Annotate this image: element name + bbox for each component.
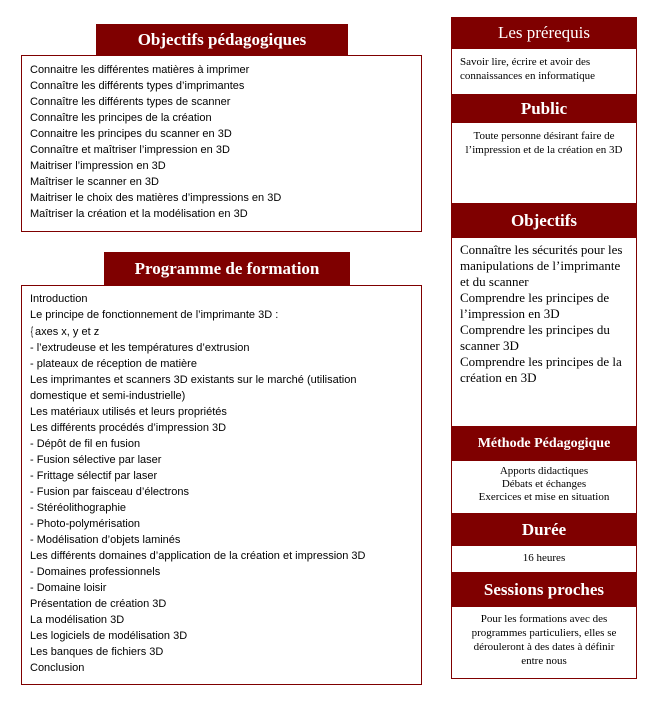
list-item: - Domaines professionnels (30, 566, 161, 578)
list-item: - Frittage sélectif par laser (30, 470, 158, 482)
objectifs-pedagogiques-list (30, 62, 421, 222)
list-item: Maîtriser le scanner en 3D (30, 176, 159, 188)
list-item: Les différents procédés d’impression 3D (30, 422, 227, 434)
methode-title: Méthode Pédagogique (451, 427, 637, 460)
list-item: Conclusion (30, 662, 85, 674)
sessions-title: Sessions proches (451, 573, 637, 606)
prerequis-text: Savoir lire, écrire et avoir des connaissances en informatique (460, 56, 596, 82)
list-item: Présentation de création 3D (30, 598, 167, 610)
list-item: - Fusion par faisceau d’électrons (30, 486, 189, 498)
prerequis-title: Les prérequis (451, 17, 637, 48)
objectifs-box (451, 237, 637, 427)
list-item: - Dépôt de fil en fusion (30, 438, 141, 450)
list-item: Maitriser le choix des matières d’impressions en 3D (30, 192, 282, 204)
list-item (30, 323, 421, 340)
list-item: Introduction (30, 293, 88, 305)
list-item: Les banques de fichiers 3D (30, 646, 164, 658)
programme-box (21, 285, 422, 685)
sessions-text: Pour les formations avec des programmes particuliers, elles se dérouleront à des dates à définir entre nous (471, 613, 617, 667)
prerequis-box (451, 48, 637, 95)
programme-list (30, 291, 421, 676)
list-item: Les différents domaines d’application de la création et impression 3D (30, 550, 366, 562)
methode-item: Exercices et mise en situation (478, 491, 610, 503)
objectifs-list (460, 242, 630, 386)
list-item: - Stéréolithographie (30, 502, 127, 514)
list-item: Connaître les différents types de scanner (30, 96, 231, 108)
list-item: Les logiciels de modélisation 3D (30, 630, 188, 642)
methode-box (451, 460, 637, 514)
public-box (451, 122, 637, 204)
duree-text: 16 heures (522, 552, 566, 564)
programme-title: Programme de formation (104, 252, 350, 285)
objectif-item: Connaître les sécurités pour les manipulations de l’imprimante et du scanner (460, 242, 623, 289)
public-text: Toute personne désirant faire de l’impression et de la création en 3D (465, 130, 623, 156)
brace-icon: { (30, 324, 34, 338)
list-item: domestique et semi-industrielle) (30, 390, 186, 402)
methode-list (456, 465, 632, 504)
list-item: - Modélisation d’objets laminés (30, 534, 181, 546)
list-item: Connaître et maîtriser l’impression en 3D (30, 144, 230, 156)
list-item: Connaître les différents types d’imprimantes (30, 80, 245, 92)
list-item: - Fusion sélective par laser (30, 454, 162, 466)
list-item-text: axes x, y et z (35, 326, 100, 338)
list-item: Connaitre les principes du scanner en 3D (30, 128, 232, 140)
objectifs-title: Objectifs (451, 204, 637, 237)
list-item: - Photo-polymérisation (30, 518, 141, 530)
methode-item: Débats et échanges (501, 478, 587, 490)
duree-title: Durée (451, 514, 637, 545)
list-item: - plateaux de réception de matière (30, 358, 197, 370)
objectif-item: Comprendre les principes de l’impression en 3D (460, 290, 610, 321)
list-item: La modélisation 3D (30, 614, 125, 626)
duree-box (451, 545, 637, 573)
methode-item: Apports didactiques (499, 465, 589, 477)
list-item: Connaitre les différentes matières à imprimer (30, 64, 250, 76)
list-item: Maitriser l’impression en 3D (30, 160, 166, 172)
list-item: Le principe de fonctionnement de l’imprimante 3D : (30, 309, 279, 321)
list-item: Les matériaux utilisés et leurs propriétés (30, 406, 227, 418)
list-item: Les imprimantes et scanners 3D existants sur le marché (utilisation (30, 374, 357, 386)
list-item: Connaître les principes de la création (30, 112, 212, 124)
sessions-box (451, 606, 637, 679)
objectifs-pedagogiques-title: Objectifs pédagogiques (96, 24, 348, 55)
objectif-item: Comprendre les principes du scanner 3D (460, 322, 610, 353)
objectifs-pedagogiques-box (21, 55, 422, 232)
public-title: Public (451, 95, 637, 122)
objectif-item: Comprendre les principes de la création en 3D (460, 354, 622, 385)
list-item: - Domaine loisir (30, 582, 107, 594)
list-item: - l’extrudeuse et les températures d’extrusion (30, 342, 250, 354)
list-item: Maîtriser la création et la modélisation en 3D (30, 208, 248, 220)
